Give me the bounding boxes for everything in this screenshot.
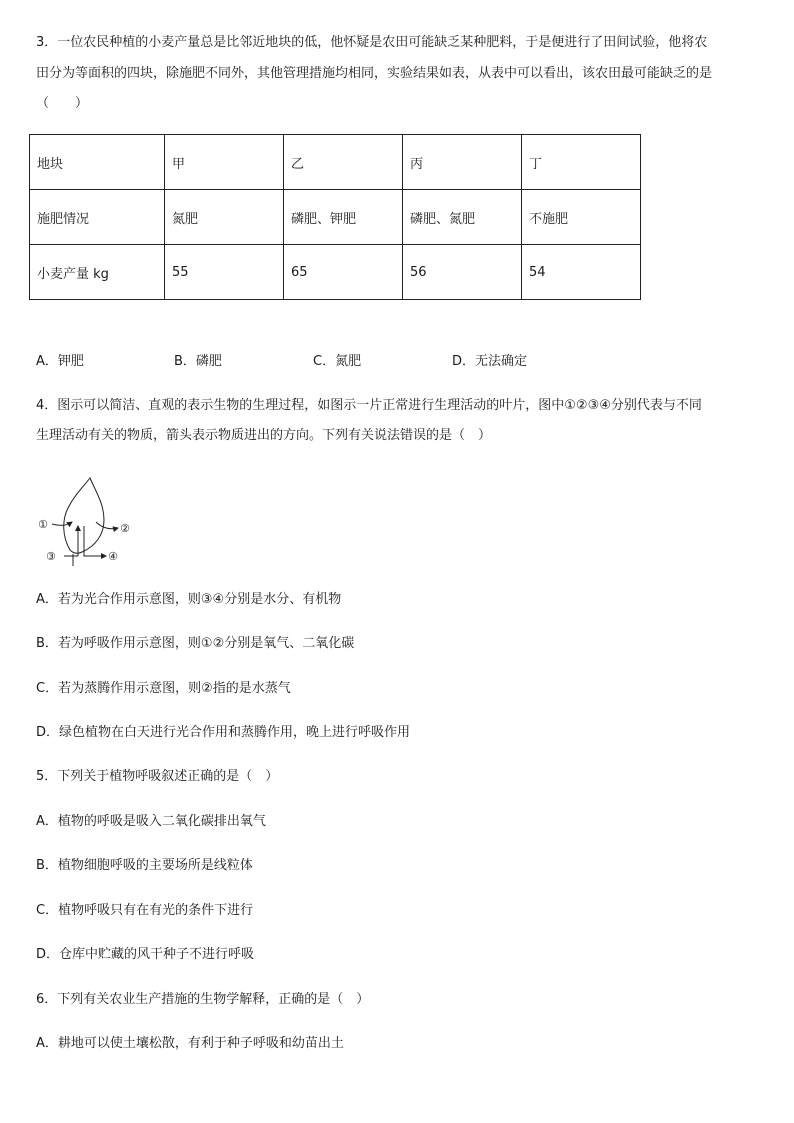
q5-option-b[interactable]: B．植物细胞呼吸的主要场所是线粒体 (36, 858, 253, 873)
table-cell: 小麦产量 kg (30, 245, 165, 300)
q3-stem-line-1: 3．一位农民种植的小麦产量总是比邻近地块的低，他怀疑是农田可能缺乏某种肥料，于是便进行了田间试验，他将农 (36, 35, 708, 50)
table-cell: 地块 (30, 135, 165, 190)
q3-stem-line-2: 田分为等面积的四块，除施肥不同外，其他管理措施均相同，实验结果如表，从表中可以看出，该农田最可能缺乏的是 (36, 66, 713, 81)
q3-option-d[interactable]: D．无法确定 (452, 354, 528, 369)
diagram-label-2: ② (120, 522, 130, 535)
table-cell: 氮肥 (165, 190, 284, 245)
diagram-label-3: ③ (46, 550, 56, 563)
table-cell: 磷肥、氮肥 (403, 190, 522, 245)
q5-stem: 5．下列关于植物呼吸叙述正确的是（ ） (36, 769, 279, 784)
q3-data-table (29, 134, 641, 300)
table-cell: 54 (522, 245, 641, 300)
leaf-diagram (34, 470, 144, 570)
q4-stem-line-2: 生理活动有关的物质，箭头表示物质进出的方向。下列有关说法错误的是（ ） (36, 428, 492, 443)
table-cell: 不施肥 (522, 190, 641, 245)
arrow-2-out (96, 522, 118, 529)
table-cell: 丙 (403, 135, 522, 190)
q4-option-b[interactable]: B．若为呼吸作用示意图，则①②分别是氧气、二氧化碳 (36, 636, 355, 651)
table-cell: 施肥情况 (30, 190, 165, 245)
q5-option-c[interactable]: C．植物呼吸只有在有光的条件下进行 (36, 903, 254, 918)
q3-option-c[interactable]: C．氮肥 (313, 354, 362, 369)
table-cell: 磷肥、钾肥 (284, 190, 403, 245)
table-row (30, 135, 641, 190)
q3-option-b[interactable]: B．磷肥 (174, 354, 222, 369)
table-cell: 乙 (284, 135, 403, 190)
q6-option-a[interactable]: A．耕地可以使土壤松散，有利于种子呼吸和幼苗出土 (36, 1036, 344, 1051)
arrow-1-in (52, 522, 72, 525)
table-row (30, 245, 641, 300)
q3-option-a[interactable]: A．钾肥 (36, 354, 84, 369)
q5-option-a[interactable]: A．植物的呼吸是吸入二氧化碳排出氧气 (36, 814, 266, 829)
table-cell: 55 (165, 245, 284, 300)
q5-option-d[interactable]: D．仓库中贮藏的风干种子不进行呼吸 (36, 947, 255, 962)
q3-answer-blank: （ ） (36, 96, 89, 111)
diagram-label-4: ④ (108, 550, 118, 563)
table-cell: 56 (403, 245, 522, 300)
q4-option-d[interactable]: D．绿色植物在白天进行光合作用和蒸腾作用，晚上进行呼吸作用 (36, 725, 411, 740)
table-row (30, 190, 641, 245)
diagram-label-1: ① (38, 518, 48, 531)
q4-option-c[interactable]: C．若为蒸腾作用示意图，则②指的是水蒸气 (36, 681, 291, 696)
q6-stem: 6．下列有关农业生产措施的生物学解释，正确的是（ ） (36, 992, 370, 1007)
q4-option-a[interactable]: A．若为光合作用示意图，则③④分别是水分、有机物 (36, 592, 342, 607)
q4-stem-line-1: 4．图示可以简洁、直观的表示生物的生理过程，如图示一片正常进行生理活动的叶片，图中①②③④分别代表与不同 (36, 398, 702, 413)
table-cell: 丁 (522, 135, 641, 190)
table-cell: 甲 (165, 135, 284, 190)
table-cell: 65 (284, 245, 403, 300)
